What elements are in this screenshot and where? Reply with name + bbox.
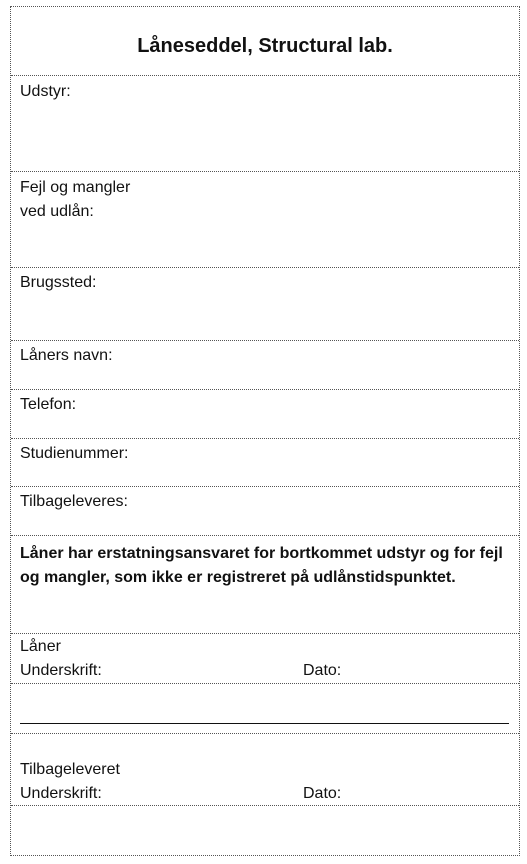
liability-notice: Låner har erstatningsansvaret for bortkommet udstyr og for fejl og mangler, som ikke er registreret på udlånstidspunktet. [20, 545, 503, 586]
usage-location-row [11, 268, 519, 341]
student-number-label: Studienummer: [20, 445, 129, 462]
returned-date-label: Dato: [303, 785, 342, 802]
borrower-signature-area [11, 684, 519, 734]
student-number-row [11, 439, 519, 487]
form-title: Låneseddel, Structural lab. [137, 35, 393, 57]
phone-label: Telefon: [20, 396, 77, 413]
equipment-label: Udstyr: [20, 83, 71, 100]
borrower-signature-label: Underskrift: [20, 662, 102, 679]
borrower-heading: Låner [20, 638, 61, 655]
phone-row [11, 390, 519, 439]
equipment-row [11, 76, 519, 172]
borrower-name-row [11, 341, 519, 390]
return-date-row [11, 487, 519, 536]
returned-signature-area [11, 806, 519, 855]
signature-line [20, 723, 509, 724]
defects-row [11, 172, 519, 268]
defects-label-line2: ved udlån: [20, 203, 94, 220]
defects-label-line1: Fejl og mangler [20, 179, 131, 196]
liability-notice-row [11, 536, 519, 634]
loan-form [10, 6, 520, 856]
return-date-label: Tilbageleveres: [20, 493, 128, 510]
usage-location-label: Brugssted: [20, 274, 97, 291]
borrower-signature-labels-row [11, 634, 519, 684]
returned-signature-label: Underskrift: [20, 785, 102, 802]
borrower-name-label: Låners navn: [20, 347, 113, 364]
returned-heading: Tilbageleveret [20, 761, 120, 778]
title-row [11, 7, 519, 76]
borrower-date-label: Dato: [303, 662, 342, 679]
return-signature-labels-row [11, 734, 519, 806]
